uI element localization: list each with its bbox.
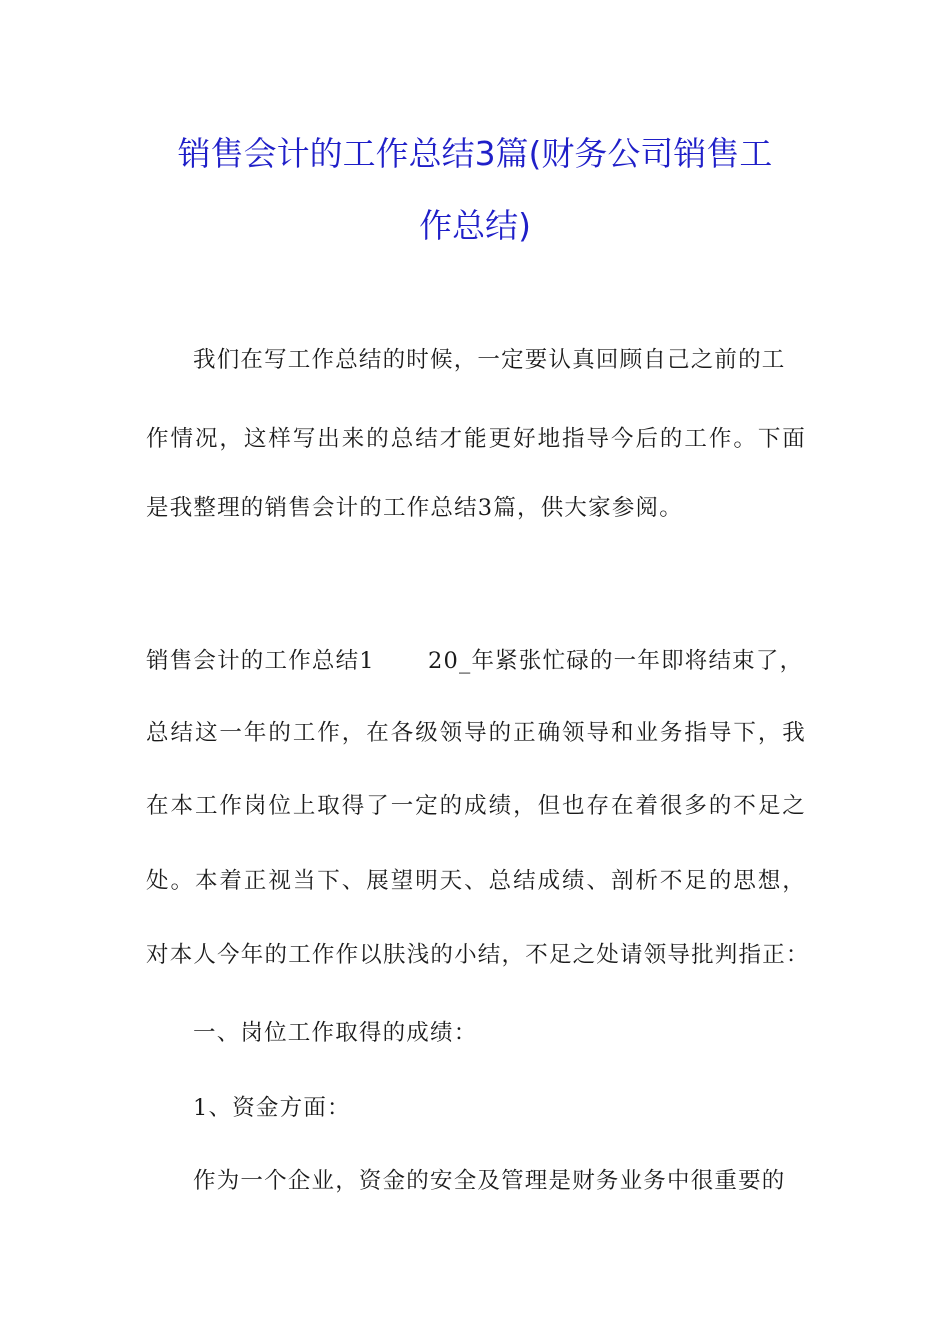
subheading-achievements: 一、岗位工作取得的成绩： bbox=[193, 1020, 478, 1046]
section-heading: 销售会计的工作总结1 bbox=[146, 648, 375, 674]
section-first-text: 20_年紧张忙碌的一年即将结束了， bbox=[428, 648, 804, 674]
title-line-1: 销售会计的工作总结3篇(财务公司销售工 bbox=[177, 134, 773, 173]
intro-line-3: 是我整理的销售会计的工作总结3篇，供大家参阅。 bbox=[146, 495, 683, 521]
paragraph1-line-3: 处。本着正视当下、展望明天、总结成绩、剖析不足的思想， bbox=[146, 868, 806, 894]
paragraph1-line-1: 总结这一年的工作，在各级领导的正确领导和业务指导下，我 bbox=[146, 720, 806, 746]
funds-paragraph-line-1: 作为一个企业，资金的安全及管理是财务业务中很重要的 bbox=[193, 1168, 786, 1194]
document-body bbox=[146, 0, 810, 1344]
paragraph1-line-4: 对本人今年的工作作以肤浅的小结，不足之处请领导批判指正： bbox=[146, 942, 810, 968]
intro-line-1: 我们在写工作总结的时候，一定要认真回顾自己之前的工 bbox=[193, 347, 786, 373]
subheading-funds: 1、资金方面： bbox=[193, 1095, 351, 1121]
intro-line-2: 作情况，这样写出来的总结才能更好地指导今后的工作。下面 bbox=[146, 426, 806, 452]
paragraph1-line-2: 在本工作岗位上取得了一定的成绩，但也存在着很多的不足之 bbox=[146, 793, 806, 819]
title-line-2: 作总结) bbox=[419, 206, 531, 245]
